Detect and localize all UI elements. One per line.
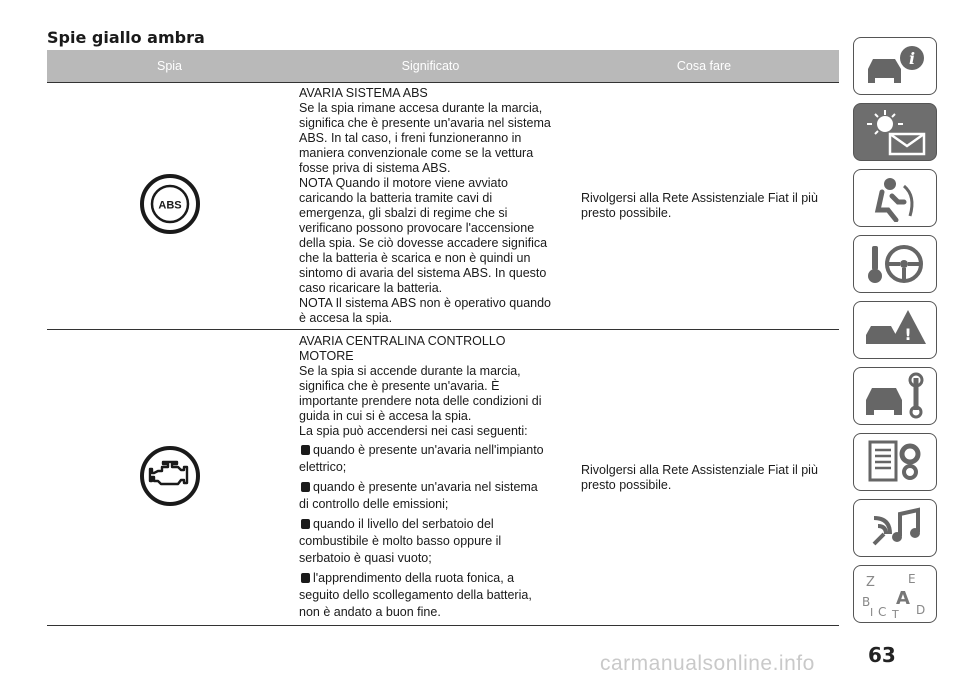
action-cell	[569, 330, 839, 626]
seat-airbag-icon	[860, 174, 930, 222]
index-letter: T	[892, 608, 899, 618]
nav-tab-starting-driving[interactable]	[853, 235, 937, 293]
desc-line: La spia può accendersi nei casi seguenti:	[299, 424, 528, 438]
desc-line: Se la spia si accende durante la marcia,	[299, 364, 521, 378]
bullet-text: quando il livello del serbatoio del	[313, 517, 494, 531]
alphabet-index-icon	[860, 570, 930, 618]
desc-line: è accesa la spia.	[299, 311, 393, 325]
desc-line: fosse priva di sistema ABS.	[299, 161, 451, 175]
desc-line: significa che è presente un'avaria. È	[299, 379, 500, 393]
warning-lights-table	[47, 50, 839, 626]
list-item	[299, 516, 565, 567]
bullet-text: l'apprendimento della ruota fonica, a	[313, 571, 515, 585]
action-line: Rivolgersi alla Rete Assistenziale Fiat il più	[581, 462, 818, 477]
bullet-text: elettrico;	[299, 460, 347, 474]
abs-warning-icon	[138, 172, 202, 236]
bullet-icon	[301, 519, 310, 529]
desc-line: della spia. Se ciò dovesse accadere significa	[299, 236, 548, 250]
desc-line: maniera convenzionale come se la vettura	[299, 146, 534, 160]
desc-line: verificano possono provocare l'accensione	[299, 221, 535, 235]
multimedia-icon	[860, 504, 930, 552]
desc-line: MOTORE	[299, 349, 354, 363]
list-item	[299, 442, 565, 476]
bullet-text: serbatoio è quasi vuoto;	[299, 551, 432, 565]
action-line: presto possibile.	[581, 477, 672, 492]
nav-tab-technical-data[interactable]	[853, 433, 937, 491]
key-steering-wheel-icon	[860, 240, 930, 288]
header-cosa-fare: Cosa fare	[569, 50, 839, 83]
list-item	[299, 479, 565, 513]
car-wrench-icon	[860, 372, 930, 420]
desc-line: ABS. In tal caso, i freni funzioneranno in	[299, 131, 522, 145]
header-spia: Spia	[47, 50, 292, 83]
desc-line: AVARIA CENTRALINA CONTROLLO	[299, 334, 506, 348]
icon-cell	[47, 83, 292, 330]
desc-line: importante prendere nota delle condizioni di	[299, 394, 542, 408]
svg-text:!: !	[904, 325, 912, 344]
nav-tab-emergency[interactable]	[853, 301, 937, 359]
desc-line: sintomo di avaria del sistema ABS. In questo	[299, 266, 547, 280]
index-letter: A	[896, 588, 910, 609]
page-title: Spie giallo ambra	[47, 28, 205, 47]
table-row	[47, 83, 839, 330]
svg-text:i: i	[908, 49, 916, 68]
desc-line: Se la spia rimane accesa durante la marcia,	[299, 101, 543, 115]
bullet-text: quando è presente un'avaria nel sistema	[313, 480, 538, 494]
index-letter: B	[862, 595, 871, 609]
table-row	[47, 330, 839, 626]
description-cell	[292, 330, 569, 626]
nav-tab-maintenance[interactable]	[853, 367, 937, 425]
car-accident-warning-icon	[860, 306, 930, 354]
index-letter: D	[916, 603, 926, 617]
desc-line: che la batteria è scarica e non è quindi un	[299, 251, 531, 265]
icon-cell	[47, 330, 292, 626]
bullet-icon	[301, 573, 310, 583]
desc-line: NOTA Quando il motore viene avviato	[299, 176, 508, 190]
bullet-text: seguito dello scollegamento della batteria,	[299, 588, 532, 602]
abs-icon-label: ABS	[157, 199, 182, 212]
nav-tab-alphabetical-index[interactable]	[853, 565, 937, 623]
description-cell	[292, 83, 569, 330]
bullet-icon	[301, 445, 310, 455]
nav-tab-safety[interactable]	[853, 169, 937, 227]
desc-line: caricando la batteria tramite cavi di	[299, 191, 493, 205]
warning-light-message-icon	[860, 108, 930, 156]
nav-tab-multimedia[interactable]	[853, 499, 937, 557]
table-header-row	[47, 50, 839, 83]
bullet-text: combustibile è molto basso oppure il	[299, 534, 502, 548]
header-significato: Significato	[292, 50, 569, 83]
desc-line: guida in cui si è accesa la spia.	[299, 409, 472, 423]
watermark: carmanualsonline.info	[600, 652, 815, 675]
desc-line: AVARIA SISTEMA ABS	[299, 86, 428, 100]
index-letter: C	[878, 605, 887, 618]
index-letter: I	[870, 606, 874, 618]
nav-tab-warning-lights[interactable]	[853, 103, 937, 161]
specs-gears-icon	[860, 438, 930, 486]
action-line: presto possibile.	[581, 206, 672, 220]
bullet-icon	[301, 482, 310, 492]
bullet-text: quando è presente un'avaria nell'impianto	[313, 443, 544, 457]
page-number: 63	[868, 643, 896, 667]
desc-line: significa che è presente un'avaria nel sistema	[299, 116, 551, 130]
bullet-text: non è andato a buon fine.	[299, 605, 441, 619]
index-letter: Z	[866, 575, 875, 590]
desc-line: emergenza, gli sbalzi di regime che si	[299, 206, 508, 220]
list-item	[299, 570, 565, 621]
bullet-text: di controllo delle emissioni;	[299, 497, 449, 511]
nav-tab-dashboard-info[interactable]	[853, 37, 937, 95]
action-line: Rivolgersi alla Rete Assistenziale Fiat il più	[581, 191, 818, 205]
desc-line: NOTA Il sistema ABS non è operativo quando	[299, 296, 551, 310]
engine-check-icon	[138, 444, 202, 508]
index-letter: E	[908, 572, 916, 586]
desc-line: caso ricaricare la batteria.	[299, 281, 443, 295]
action-cell	[569, 83, 839, 330]
car-info-icon	[860, 42, 930, 90]
